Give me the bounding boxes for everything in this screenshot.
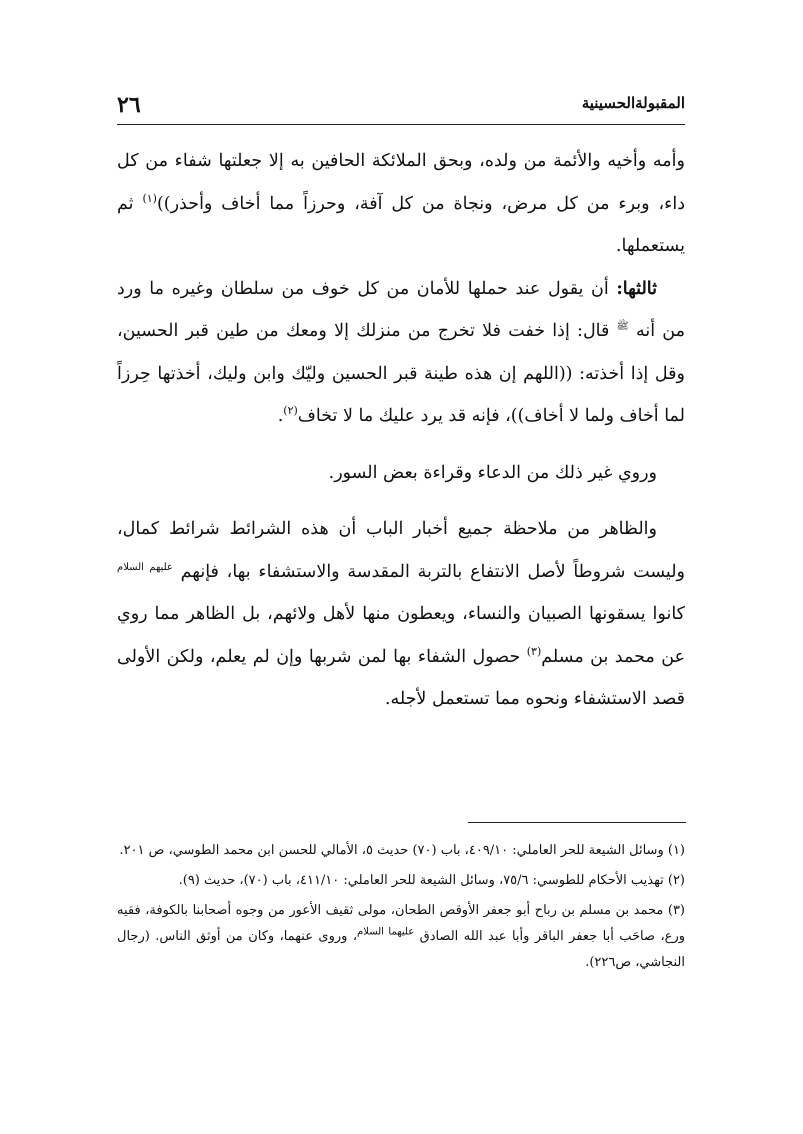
- footnotes: [117, 838, 685, 980]
- footnote-1: (١) وسائل الشيعة للحر العاملي: ٤٠٩/١٠، باب (٧٠) حديث ٥، الأمالي للحسن ابن محمد الطوسي، ص ٢٠١.: [119, 843, 685, 858]
- footnote-ref-2: (٢): [283, 404, 298, 418]
- paragraph-2-lead: ثالثها:: [616, 278, 657, 299]
- footnote-divider: [468, 822, 686, 823]
- footnote-3-text-b: ، وروى عنهما، وكان من أوثق الناس. (رجال النجاشي، ص٢٢٦).: [117, 929, 685, 970]
- paragraph-2-text-b: قال: إذا خفت فلا تخرج من منزلك إلا ومعك من طين قبر الحسين، وقل إذا أخذته: ((اللهم إن هذه طينة قبر الحسين وليّك وابن وليك، أخذتها حِرزاً لما أخاف ولما لا أخاف))، فإنه قد يرد عليك ما لا تخاف: [117, 321, 685, 426]
- paragraph-4-text-c: حصول الشفاء بها لمن شربها وإن لم يعلم، ولكن الأولى قصد الاستشفاء ونحوه مما تستعمل لأجله.: [117, 646, 685, 709]
- paragraph-2-end: .: [277, 406, 284, 426]
- main-text: [117, 140, 685, 721]
- page-number: ٢٦: [117, 92, 141, 118]
- paragraph-3-text: وروي غير ذلك من الدعاء وقراءة بعض السور.: [328, 462, 657, 483]
- paragraph-4-text-a: والظاهر من ملاحظة جميع أخبار الباب أن هذه الشرائط شرائط كمال، وليست شروطاً لأصل الانتفاع بالتربة المقدسة والاستشفاء بها، فإنهم: [117, 519, 685, 582]
- running-title: المقبولةالحسينية: [581, 94, 685, 112]
- paragraph-3: [117, 452, 685, 495]
- paragraph-4: [117, 508, 685, 721]
- honorific-symbol: عليهم السلام: [117, 561, 173, 573]
- paragraph-2-text-a: أن يقول عند حملها للأمان من كل خوف من سلطان وغيره ما ورد من أنه: [117, 278, 686, 341]
- paragraph-2: [117, 268, 685, 438]
- honorific-symbol: عليهما السلام: [357, 926, 415, 938]
- footnote-ref-3: (٣): [526, 644, 542, 658]
- paragraph-1-end: ثم يستعملها.: [117, 193, 685, 256]
- footnote-3: [117, 898, 685, 976]
- paragraph-4-text-b: كانوا يسقونها الصبيان والنساء، ويعطون منها لأهل ولائهم، بل الظاهر مما روي عن محمد بن مسلم: [117, 604, 686, 667]
- honorific-symbol: ﷺ: [616, 321, 629, 333]
- footnote-3-text-a: (٣) محمد بن مسلم بن رباح أبو جعفر الأوقص الطحان، مولى ثقيف الأعور من وجوه أصحابنا بالكوفة، فقيه ورع، صاحَب أبا جعفر الباقر وأبا عبد الله الصادق: [117, 903, 685, 944]
- page-header: [117, 92, 685, 125]
- paragraph-1: [117, 140, 685, 268]
- paragraph-1-text: وأمه وأخيه والأئمة من ولده، وبحق الملائكة الحافين به إلا جعلتها شفاء من كل داء، وبرء من كل مرض، ونجاة من كل آفة، وحرزاً مما أخاف وأحذر)): [117, 151, 685, 214]
- footnote-ref-1: (١): [142, 191, 157, 205]
- footnote-2: (٢) تهذيب الأحكام للطوسي: ٧٥/٦، وسائل الشيعة للحر العاملي: ٤١١/١٠، باب (٧٠)، حديث (٩).: [178, 873, 685, 888]
